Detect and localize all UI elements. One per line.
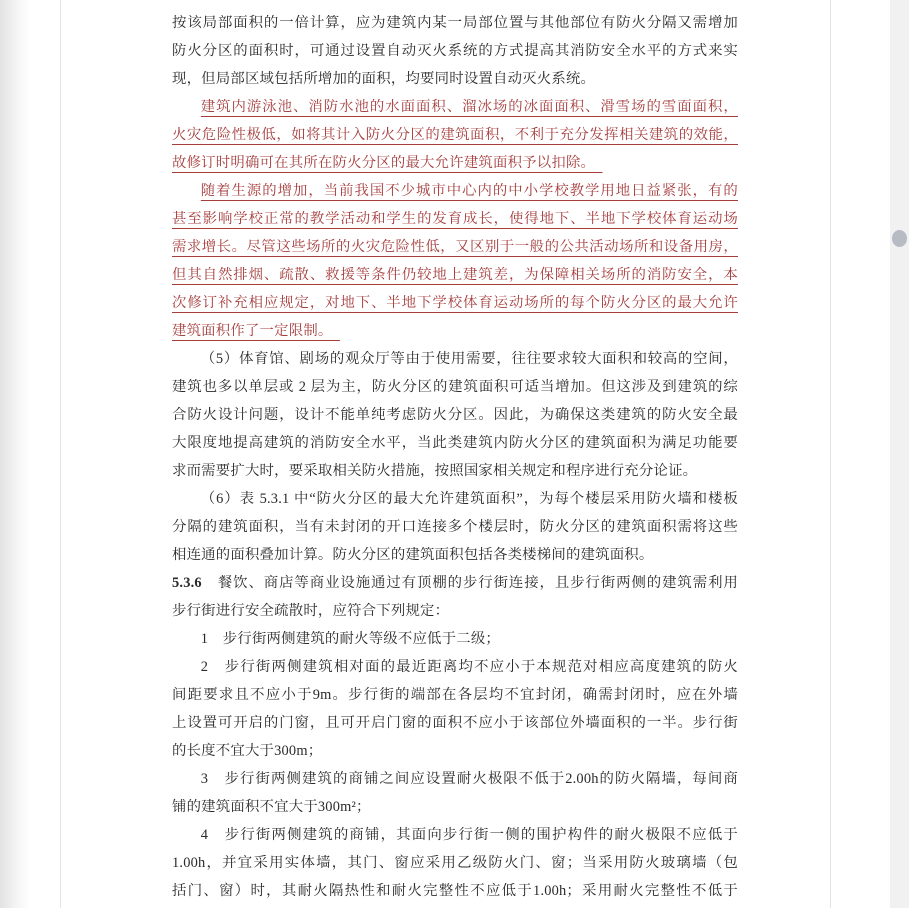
- revision-text-line: 需求增长。尽管这些场所的火灾危险性低，又区别于一般的公共活动场所和设备用房，: [172, 239, 738, 255]
- text-line: 2 步行街两侧建筑相对面的最近距离均不应小于本规范对相应高度建筑的防火: [200, 659, 738, 675]
- revision-text-line: 甚至影响学校正常的教学活动和学生的发育成长，使得地下、半地下学校体育运动场: [172, 211, 738, 227]
- text-line: 分隔的建筑面积，当有未封闭的开口连接多个楼层时，防火分区的建筑面积需将这些: [172, 519, 738, 535]
- text-line: （5）体育馆、剧场的观众厅等由于使用需要，往往要求较大面积和较高的空间，: [200, 351, 738, 367]
- text-line: 建筑也多以单层或 2 层为主，防火分区的建筑面积可适当增加。但这涉及到建筑的综: [172, 379, 738, 395]
- scrollbar-thumb[interactable]: [892, 230, 907, 247]
- text-line: 步行街进行安全疏散时，应符合下列规定：: [172, 603, 450, 619]
- text-line: （6）表 5.3.1 中“防火分区的最大允许建筑面积”，为每个楼层采用防火墙和楼板: [200, 491, 738, 507]
- text-line: 相连通的面积叠加计算。防火分区的建筑面积包括各类楼梯间的建筑面积。: [172, 547, 654, 563]
- scrollbar-track[interactable]: [890, 0, 909, 908]
- page-right-border: [830, 0, 831, 908]
- text-line: 间距要求且不应小于9m。步行街的端部在各层均不宜封闭，确需封闭时，应在外墙: [172, 687, 738, 703]
- text-line: 括门、窗）时，其耐火隔热性和耐火完整性不应低于1.00h；采用耐火完整性不低于: [172, 883, 738, 899]
- revision-text-line: 随着生源的增加，当前我国不少城市中心内的中小学校教学用地日益紧张，有的: [200, 183, 738, 199]
- revision-text-line: 次修订补充相应规定，对地下、半地下学校体育运动场所的每个防火分区的最大允许: [172, 295, 738, 311]
- text-line: 的长度不宜大于300m；: [172, 743, 323, 759]
- text-line: 1 步行街两侧建筑的耐火等级不应低于二级；: [200, 631, 501, 647]
- revision-text-line: 火灾危险性极低，如将其计入防火分区的建筑面积，不利于充分发挥相关建筑的效能，: [172, 127, 738, 143]
- revision-text-line: 但其自然排烟、疏散、救援等条件仍较地上建筑差，为保障相关场所的消防安全，本: [172, 267, 738, 283]
- text-line: 合防火设计问题，设计不能单纯考虑防火分区。因此，为确保这类建筑的防火安全最: [172, 407, 738, 423]
- text-line: 大限度地提高建筑的消防安全水平，当此类建筑内防火分区的建筑面积为满足功能要: [172, 435, 738, 451]
- clause-line: [172, 569, 738, 597]
- clause-text: 餐饮、商店等商业设施通过有顶棚的步行街连接，且步行街两侧的建筑需利用: [201, 575, 738, 591]
- clause-number: 5.3.6: [172, 575, 202, 591]
- revision-text-line: 建筑面积作了一定限制。: [172, 323, 340, 339]
- text-line: 按该局部面积的一倍计算，应为建筑内某一局部位置与其他部位有防火分隔又需增加: [172, 15, 738, 31]
- text-line: 3 步行街两侧建筑的商铺之间应设置耐火极限不低于2.00h的防火隔墙，每间商: [200, 771, 738, 787]
- text-line: 求而需要扩大时，要采取相关防火措施，按照国家相关规定和程序进行充分论证。: [172, 463, 698, 479]
- text-line: 铺的建筑面积不宜大于300m²；: [172, 799, 371, 815]
- revision-text-line: 故修订时明确可在其所在防火分区的最大允许建筑面积予以扣除。: [172, 155, 603, 171]
- text-line: 上设置可开启的门窗，且可开启门窗的面积不应小于该部位外墙面积的一半。步行街: [172, 715, 738, 731]
- text-line: 1.00h，并宜采用实体墙，其门、窗应采用乙级防火门、窗；当采用防火玻璃墙（包: [172, 855, 738, 871]
- text-line: 防火分区的面积时，可通过设置自动灭火系统的方式提高其消防安全水平的方式来实: [172, 43, 738, 59]
- text-line: 现，但局部区域包括所增加的面积，均要同时设置自动灭火系统。: [172, 71, 596, 87]
- revision-text-line: 建筑内游泳池、消防水池的水面面积、溜冰场的冰面面积、滑雪场的雪面面积，: [200, 99, 738, 115]
- text-line: 4 步行街两侧建筑的商铺，其面向步行街一侧的围护构件的耐火极限不应低于: [200, 827, 738, 843]
- page-edge-shadow: [0, 0, 30, 908]
- page-content: [172, 9, 738, 905]
- page-left-border: [60, 0, 61, 908]
